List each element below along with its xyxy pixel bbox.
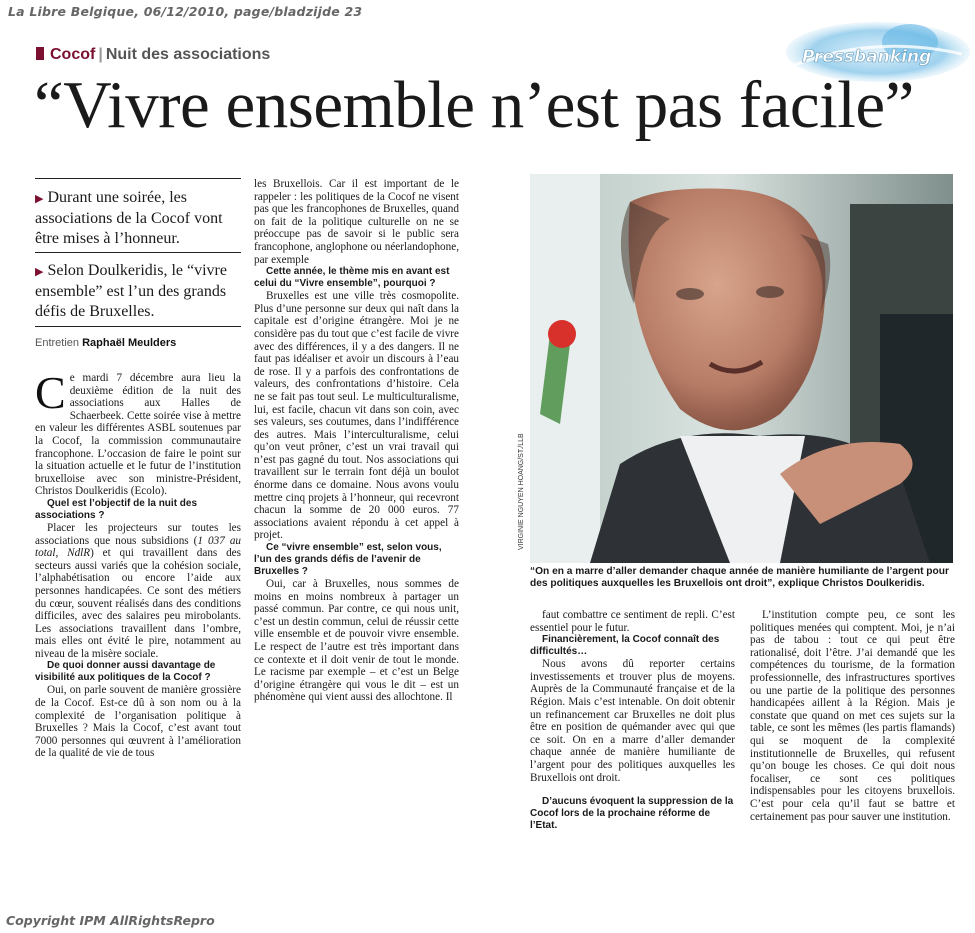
newspaper-source-line: La Libre Belgique, 06/12/2010, page/bladzijde 23 bbox=[8, 4, 363, 19]
kicker-separator: | bbox=[98, 46, 103, 63]
arrow-icon: ▶ bbox=[35, 266, 44, 278]
question-heading: Quel est l’objectif de la nuit des associations ? bbox=[35, 497, 198, 521]
arrow-icon: ▶ bbox=[35, 193, 44, 205]
section-marker bbox=[36, 47, 44, 60]
lead-divider-rule bbox=[35, 252, 241, 253]
headline: “Vivre ensemble n’est pas facile” bbox=[34, 68, 914, 142]
answer-paragraph: Oui, on parle souvent de manière grossière de la Cocof. Est-ce dû à son nom ou à la complexité de l’organisation politique à Bruxelles ? Mais la Cocof, c’est avant tout 7000 personnes qui œuvrent à l’amélioration de la qualité de vie de tous bbox=[35, 684, 241, 760]
article-column-1 bbox=[35, 372, 241, 902]
continued-paragraph: les Bruxellois. Car il est important de le rappeler : les politiques de la Cocof ne visent pas que les francophones de Bruxelles, quand on fait de la politique culturelle on ne se préoccupe pas de savoir si le public sera francophone, anglophone ou néerlandophone, par exemple bbox=[254, 178, 459, 266]
article-column-3 bbox=[530, 609, 735, 909]
article-column-2 bbox=[254, 178, 459, 900]
byline-author: Raphaël Meulders bbox=[82, 337, 177, 349]
article-column-4 bbox=[750, 609, 955, 909]
lead-point-1: ▶ Durant une soirée, les associations de la Cocof vont être mises à l’honneur. bbox=[35, 189, 223, 247]
question-heading: Ce “vivre ensemble” est, selon vous, l’un des grands défis de l’avenir de Bruxelles ? bbox=[254, 542, 442, 578]
logo-text: Pressbanking bbox=[802, 47, 932, 67]
answer-paragraph: L’institution compte peu, ce sont les politiques menées qui comptent. Moi, je n’ai pas de tabou : tout ce qui peut être rationalisé, doit l’être. J’ai demandé que les compétences du tourisme, de la formation professionnelle, des infrastructures sportives ou une partie de la politique des personnes handicapées aillent à la Région. Mais je constate que quand on met ces sujets sur la table, ce sont les mêmes (les partis flamands) qui se moquent de la complexité institutionnelle de Bruxelles, qui refusent qu’on bouge les choses. Ce qui doit nous focaliser, ce sont ces politiques indispensables pour les citoyens bruxellois. C’est pour cela qu’il faut se battre et certainement pas pour sauver une institution. bbox=[750, 609, 955, 823]
answer-paragraph: Nous avons dû reporter certains investissements et trouver plus de moyens. Auprès de la Communauté française et de la Région. Mais c’est intenable. On doit obtenir un refinancement car Bruxelles ne doit plus être en position de quémander avec qui que ce soit. On en a marre d’aller demander chaque année de manière humiliante de l’argent pour des politiques auxquelles les Bruxellois ont droit. bbox=[530, 658, 735, 784]
drop-cap: C bbox=[35, 372, 66, 418]
question-heading: De quoi donner aussi davantage de visibilité aux politiques de la Cocof ? bbox=[35, 660, 216, 684]
byline-label: Entretien bbox=[35, 337, 80, 349]
copyright-notice: Copyright IPM AllRightsRepro bbox=[6, 913, 215, 928]
answer-paragraph: Placer les projecteurs sur toutes les associations que nous subsidions (1 037 au total, NdlR) et qui travaillent dans des secteurs aussi variés que la cohésion sociale, l’alphabétisation ou encore l’aide aux personnes handicapées. Ce sont des métiers du cœur, souvent réalisés dans des conditions difficiles, avec des salaires peu mirobolants. Les associations travaillent dans l’ombre, mais elles ont évité le pire, notamment au niveau de la misère sociale. bbox=[35, 521, 241, 660]
question-heading: Cette année, le thème mis en avant est celui du “Vivre ensemble”, pourquoi ? bbox=[254, 266, 450, 290]
subsection-name: Nuit des associations bbox=[105, 46, 271, 63]
continued-paragraph: faut combattre ce sentiment de repli. C’est essentiel pour le futur. bbox=[530, 609, 735, 634]
question-heading: Financièrement, la Cocof connaît des difficultés… bbox=[530, 634, 720, 658]
photo-caption: “On en a marre d’aller demander chaque année de manière humiliante de l’argent pour des politiques auxquelles les Bruxellois ont droit”, explique Christos Doulkeridis. bbox=[530, 566, 949, 589]
question-heading: D’aucuns évoquent la suppression de la Cocof lors de la prochaine réforme de l’Etat. bbox=[530, 796, 734, 832]
answer-paragraph: Bruxelles est une ville très cosmopolite. Plus d’une personne sur deux qui naît dans la capitale est d’origine étrangère. Moi je ne considère pas du tout que c’est facile de vivre avec des différences, il y a des dangers. Il ne faut pas idéaliser et avoir un discours à l’eau de rose. Il y a parfois des confrontations de valeurs, des confrontations d’histoire. Cela ne se fait pas tout seul. Le multiculturalisme, lui, est facile, chacun vit dans son coin, avec ses valeurs, ses coutumes, dans l’indifférence des autres. Mais l’interculturalisme, celui qu’on veut prôner, c’est un vrai travail qui n’est pas gagné du tout. Nos associations qui travaillent sur le terrain font déjà un boulot énorme dans ce domaine. Nous avons voulu mettre cinq projets à l’honneur, qui recevront chacun la somme de 20 000 euros. 77 associations avaient répondu à cet appel à projet. bbox=[254, 290, 459, 542]
lead-bottom-rule bbox=[35, 326, 241, 327]
answer-paragraph: Oui, car à Bruxelles, nous sommes de moins en moins nombreux à partager un passé commun. Par contre, ce qui nous unit, c’est un destin commun, celui de réussir cette ville ensemble et de pouvoir vivre ensemble. Le respect de l’autre est très important dans ce contexte et il doit venir de tout le monde. Le racisme par exemple – et c’est un Belge d’origine étrangère qui vous le dit – est un phénomène qui vient aussi des allochtone. Il bbox=[254, 578, 459, 704]
portrait-photo bbox=[530, 174, 953, 563]
lead-point-2: ▶ Selon Doulkeridis, le “vivre ensemble” est l’un des grands défis de Bruxelles. bbox=[35, 262, 227, 320]
byline bbox=[35, 337, 176, 349]
lead-top-rule bbox=[35, 178, 241, 179]
section-name: Cocof bbox=[50, 46, 96, 63]
intro-paragraph: Ce mardi 7 décembre aura lieu la deuxième édition de la nuit des associations aux Halles de Schaerbeek. Cette soirée vise à mettre en valeur les différentes ASBL soutenues par la Cocof, la commission communautaire francophone. L’occasion de faire le point sur la situation actuelle et le futur de l’institution bruxelloise avec son ministre-Président, Christos Doulkeridis (Ecolo). bbox=[35, 372, 241, 498]
section-kicker bbox=[36, 46, 270, 64]
